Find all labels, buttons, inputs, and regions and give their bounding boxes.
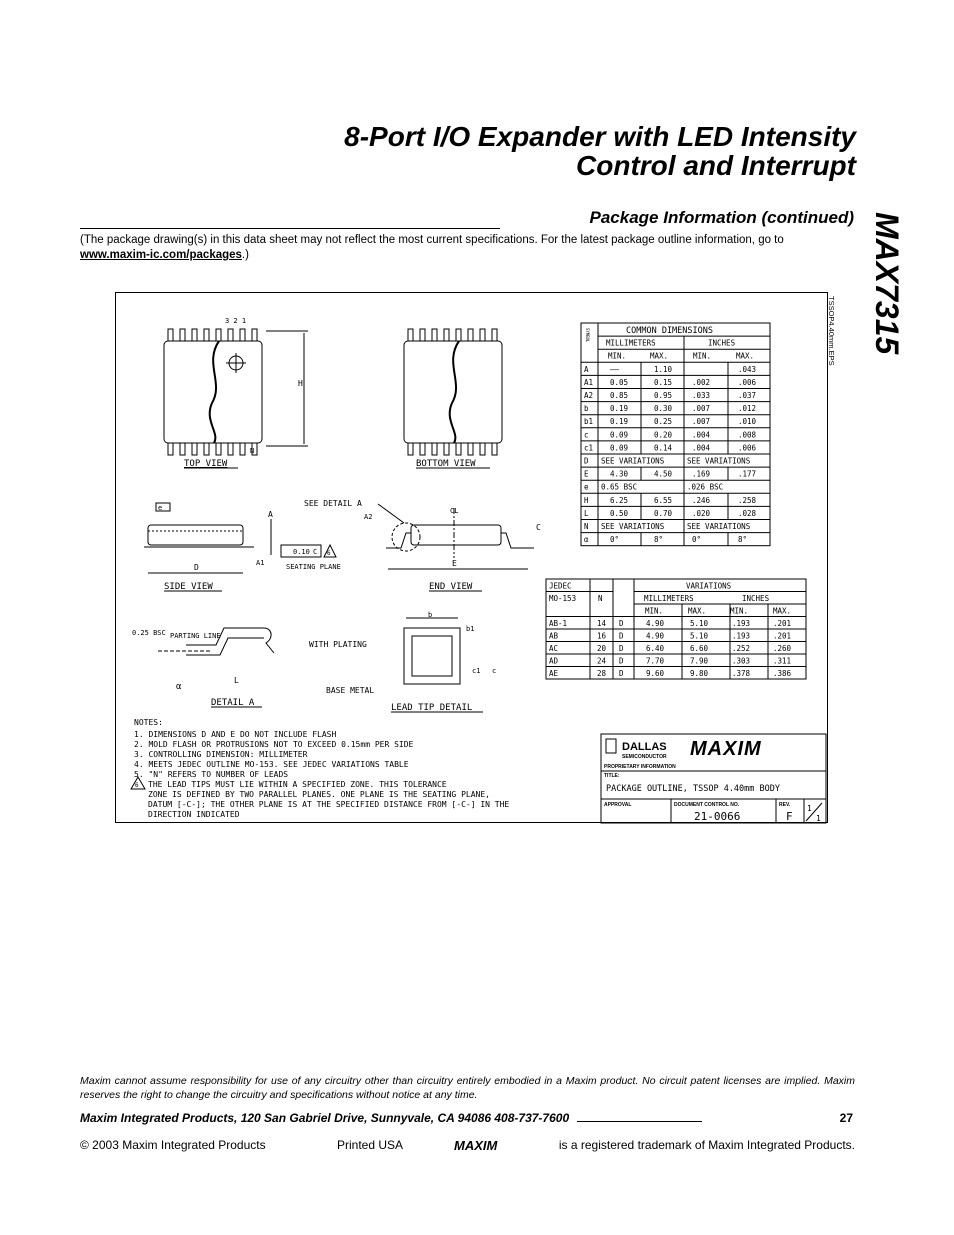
var-col-header: MAX. [688, 606, 707, 616]
alpha-label: α [176, 682, 182, 692]
dim-symbol: e [584, 482, 589, 492]
title-block [601, 734, 826, 823]
detail-a-label: DETAIL A [211, 698, 255, 708]
variation-value: D [619, 631, 624, 641]
printed-usa: Printed USA [337, 1138, 404, 1152]
dim-value: .006 [738, 377, 757, 387]
doc-control-label: DOCUMENT CONTROL NO. [674, 802, 740, 808]
dim-c-label: C [536, 523, 541, 532]
dim-value: 0.19 [610, 417, 629, 427]
section-rule [80, 228, 500, 229]
variation-value: .303 [732, 656, 751, 666]
variation-value: 20 [597, 644, 607, 653]
page-number: 27 [839, 1111, 853, 1125]
dim-symbol: A2 [584, 391, 594, 400]
variation-value: .260 [773, 644, 792, 653]
dim-value: 8° [654, 535, 664, 545]
disclaimer: Maxim cannot assume responsibility for use of any circuitry other than circuitry entirely embodied in a Maxim product. No circuit patent licenses are implied. Maxim reserves the right to change the circuitry and specifications without notice at any time. [80, 1075, 855, 1101]
sheet-total: 1 [816, 814, 821, 823]
dim-value: 0.70 [654, 508, 673, 518]
variation-value: .311 [773, 656, 792, 666]
variations-title: VARIATIONS [686, 581, 732, 591]
maxim-logo: MAXIM [690, 738, 762, 760]
common-dimensions-table [581, 323, 770, 546]
maxim-footer-logo [454, 1139, 520, 1154]
note-6-flag: 6 [327, 550, 331, 557]
dim-symbol: N [584, 522, 589, 531]
variation-value: 6.40 [646, 644, 665, 653]
side-part-label: MAX7315 [869, 212, 905, 355]
variation-value: 14 [597, 619, 607, 628]
pitch-e-label: e [158, 504, 163, 512]
base-metal-label: BASE METAL [326, 686, 375, 695]
variation-value: 4.90 [646, 619, 665, 628]
col-header: MAX. [650, 351, 669, 361]
section-title: Package Information (continued) [589, 208, 854, 227]
top-view [164, 317, 497, 469]
intro-paragraph: (The package drawing(s) in this data sheet may not reflect the most current specifications. For the latest package outline information, go to www.maxim-ic.com/packages.) [80, 234, 784, 261]
dim-value: 0.15 [654, 377, 673, 387]
var-mm-header: MILLIMETERS [644, 594, 694, 603]
proprietary-label: PROPRIETARY INFORMATION [604, 764, 676, 770]
dim-value: .004 [692, 430, 711, 440]
dim-symbol: c [584, 430, 589, 440]
variation-value: .378 [732, 669, 751, 678]
dim-a-label: A [268, 510, 273, 519]
with-plating-label: WITH PLATING [309, 640, 367, 649]
dim-symbol: b [584, 404, 589, 414]
lead-tip-detail-label: LEAD TIP DETAIL [391, 703, 473, 713]
dim-value: 0.95 [654, 391, 673, 400]
top-view-label: TOP VIEW [184, 459, 228, 469]
note-line: 5. "N" REFERS TO NUMBER OF LEADS [134, 770, 289, 779]
dim-symbol: D [584, 456, 589, 466]
variation-value: 24 [597, 656, 607, 666]
dim-a2-label: A2 [364, 513, 373, 521]
dim-value: —— [610, 364, 620, 374]
notes-block [131, 718, 509, 819]
dim-value: .026 BSC [687, 482, 724, 492]
pin-n-label: N [250, 447, 255, 455]
dim-value: 0.19 [610, 404, 629, 414]
dim-value: .246 [692, 495, 711, 505]
dim-value: .007 [692, 404, 711, 414]
dim-value: .004 [692, 443, 711, 453]
mo-label: MO-153 [549, 594, 577, 603]
variation-value: D [619, 619, 624, 628]
dim-symbol: α [584, 535, 589, 545]
col-header: MAX. [736, 351, 755, 361]
footer-address: Maxim Integrated Products, 120 San Gabriel Drive, Sunnyvale, CA 94086 408-737-7600 27 [80, 1111, 853, 1125]
semiconductor-logo: SEMICONDUCTOR [622, 754, 667, 760]
note-line: 3. CONTROLLING DIMENSION: MILLIMETER [134, 750, 308, 759]
variation-value: .201 [773, 619, 792, 628]
n-header: N [598, 594, 603, 603]
datum-label: C [313, 548, 318, 556]
dim-b-label: b [428, 611, 433, 619]
see-detail-a-label: SEE DETAIL A [304, 499, 362, 508]
parting-line-label: PARTING LINE [170, 632, 221, 640]
symbol-header: SYMBOL [585, 328, 590, 343]
note-line: 1. DIMENSIONS D AND E DO NOT INCLUDE FLASH [134, 730, 337, 739]
dim-e-label: E [452, 559, 457, 568]
dim-value: SEE VARIATIONS [687, 522, 751, 531]
note-line: DIRECTION INDICATED [148, 810, 240, 819]
variation-value: 16 [597, 631, 607, 641]
dim-value: .258 [738, 495, 757, 505]
dim-symbol: A [584, 364, 589, 374]
dim-c1-label: c1 [472, 667, 481, 675]
var-col-header: MAX. [773, 606, 792, 616]
dim-value: 0° [610, 535, 620, 545]
variation-value: 6.60 [690, 644, 709, 653]
dim-value: 0.50 [610, 508, 629, 518]
var-in-header: INCHES [742, 594, 770, 603]
seating-plane-label: SEATING PLANE [286, 563, 341, 571]
dim-value: SEE VARIATIONS [601, 456, 665, 466]
title-line-1: 8-Port I/O Expander with LED Intensity [344, 121, 856, 152]
notes-heading: NOTES: [134, 718, 163, 727]
dim-value: 0.85 [610, 391, 629, 400]
dim-symbol: b1 [584, 417, 594, 427]
dim-value: 0.30 [654, 404, 673, 414]
variation-value: 5.10 [690, 631, 709, 641]
note-line: ZONE IS DEFINED BY TWO PARALLEL PLANES. ONE PLANE IS THE SEATING PLANE, [148, 790, 490, 799]
dim-value: 0.25 [654, 417, 673, 427]
rev-label: REV. [779, 802, 791, 808]
note-6-number: 6 [135, 782, 139, 789]
lead-tip-detail [309, 611, 496, 713]
side-view [144, 503, 341, 592]
in-header: INCHES [708, 338, 736, 348]
variation-value: D [619, 644, 624, 653]
dim-value: .037 [738, 391, 757, 400]
note-line: THE LEAD TIPS MUST LIE WITHIN A SPECIFIED ZONE. THIS TOLERANCE [148, 780, 447, 789]
dim-h-label: H [298, 379, 303, 388]
dim-symbol: L [584, 508, 589, 518]
note-line: 2. MOLD FLASH OR PROTRUSIONS NOT TO EXCEED 0.15mm PER SIDE [134, 740, 414, 749]
dim-c-lead-label: c [492, 667, 497, 675]
side-view-label: SIDE VIEW [164, 582, 213, 592]
dim-value: 6.55 [654, 495, 673, 505]
dim-d-label: D [194, 563, 199, 572]
footer-legal [80, 1138, 855, 1152]
dim-value: 0.09 [610, 430, 629, 440]
title-line-2: Control and Interrupt [576, 150, 856, 181]
variation-value: AB [549, 631, 559, 641]
dim-value: .002 [692, 377, 711, 387]
package-title: PACKAGE OUTLINE, TSSOP 4.40mm BODY [606, 784, 780, 794]
var-col-header: MIN. [730, 606, 749, 616]
dim-value: 6.25 [610, 495, 629, 505]
dim-value: 0.09 [610, 443, 629, 453]
dim-value: .043 [738, 364, 757, 374]
bottom-view [404, 341, 502, 469]
dim-value: 0.65 BSC [601, 482, 638, 492]
common-dimensions-title: COMMON DIMENSIONS [626, 326, 713, 336]
eps-file-label: TSSOP4.40mm.EPS [827, 296, 836, 366]
col-header: MIN. [608, 351, 627, 361]
document-title [344, 122, 856, 180]
dim-value: SEE VARIATIONS [601, 522, 665, 531]
variation-value: 9.80 [690, 669, 709, 678]
variation-value: 28 [597, 669, 607, 678]
trademark-note: is a registered trademark of Maxim Integrated Products. [558, 1138, 855, 1152]
rev-value: F [786, 810, 793, 823]
variations-table [546, 579, 806, 679]
variation-value: 7.90 [690, 656, 709, 666]
dim-b1-label: b1 [466, 625, 475, 633]
col-header: MIN. [693, 351, 712, 361]
package-drawing [115, 292, 828, 823]
dim-l-label: L [234, 676, 239, 685]
dim-symbol: A1 [584, 377, 594, 387]
variation-value: .193 [732, 631, 751, 641]
note-line: DATUM [-C-]; THE OTHER PLANE IS AT THE SPECIFIED DISTANCE FROM [-C-] IN THE [148, 800, 510, 809]
mm-header: MILLIMETERS [606, 338, 656, 348]
dim-value: SEE VARIATIONS [687, 456, 751, 466]
dim-value: .033 [692, 391, 711, 400]
variation-value: AB-1 [549, 619, 568, 628]
variation-value: 9.60 [646, 669, 665, 678]
dim-value: .028 [738, 508, 757, 518]
variation-value: D [619, 656, 624, 666]
dim-value: .020 [692, 508, 711, 518]
doc-number: 21-0066 [694, 810, 741, 823]
title-field-label: TITLE: [604, 773, 620, 779]
pin-numbers-label: 3 2 1 [225, 317, 247, 325]
variation-value: D [619, 669, 624, 678]
dim-value: .177 [738, 469, 757, 479]
dim-value: .010 [738, 417, 757, 427]
variation-value: .386 [773, 669, 792, 678]
dim-value: 4.30 [610, 469, 629, 479]
variation-value: .201 [773, 631, 792, 641]
end-view [304, 499, 541, 592]
variation-value: .252 [732, 644, 751, 653]
dim-value: .169 [692, 469, 711, 479]
dim-value: .007 [692, 417, 711, 427]
variation-value: AE [549, 669, 559, 678]
dim-value: .012 [738, 404, 757, 414]
dim-symbol: H [584, 495, 589, 505]
variation-value: 7.70 [646, 656, 665, 666]
variation-value: 4.90 [646, 631, 665, 641]
dim-symbol: E [584, 469, 589, 479]
end-view-label: END VIEW [429, 582, 473, 592]
packages-link[interactable]: www.maxim-ic.com/packages [80, 249, 242, 261]
detail-a [132, 628, 274, 708]
tolerance-label: 0.10 [293, 548, 310, 556]
dim-symbol: c1 [584, 443, 594, 453]
variation-value: .193 [732, 619, 751, 628]
dim-value: .006 [738, 443, 757, 453]
dim-a1-label: A1 [256, 559, 265, 567]
bottom-view-label: BOTTOM VIEW [416, 459, 476, 469]
variation-value: 5.10 [690, 619, 709, 628]
sheet-number: 1 [807, 804, 812, 813]
variation-value: AD [549, 656, 559, 666]
dallas-logo: DALLAS [622, 741, 667, 753]
variation-value: AC [549, 644, 559, 653]
svg-text:MAXIM: MAXIM [454, 1139, 498, 1151]
dim-value: .008 [738, 430, 757, 440]
dim-value: 8° [738, 535, 748, 545]
copyright: © 2003 Maxim Integrated Products [80, 1138, 266, 1152]
dim-value: 0.20 [654, 430, 673, 440]
dim-value: 0.14 [654, 443, 673, 453]
dim-value: 0.05 [610, 377, 629, 387]
var-col-header: MIN. [645, 606, 664, 616]
jedec-header: JEDEC [549, 581, 572, 591]
note-line: 4. MEETS JEDEC OUTLINE MO-153. SEE JEDEC VARIATIONS TABLE [134, 760, 409, 769]
dim-value: 1.10 [654, 364, 673, 374]
dim-value: 0° [692, 535, 702, 545]
approval-label: APPROVAL [604, 802, 632, 808]
centerline-label: CL [450, 507, 459, 515]
bsc-label: 0.25 BSC [132, 629, 166, 637]
dim-value: 4.50 [654, 469, 673, 479]
